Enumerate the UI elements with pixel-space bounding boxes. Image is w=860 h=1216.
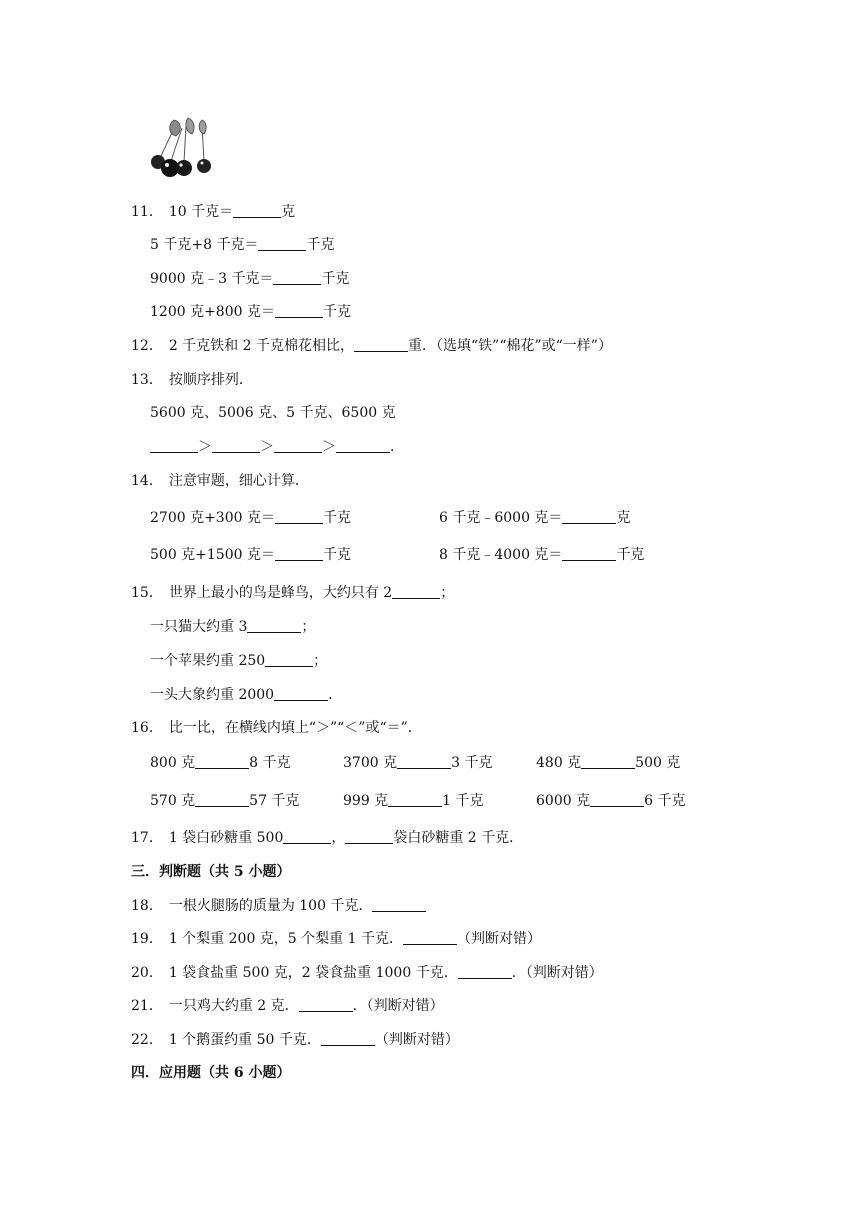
question-14 bbox=[131, 471, 309, 491]
compare-left: 3700 克 bbox=[343, 755, 398, 771]
answer-blank[interactable] bbox=[590, 792, 644, 807]
question-text: 5 千克+8 千克＝ bbox=[150, 237, 259, 253]
compare-right: 3 千克 bbox=[451, 755, 493, 771]
question-text: 世界上最小的鸟是蜂鸟，大约只有 2 bbox=[168, 585, 393, 601]
answer-blank[interactable] bbox=[458, 964, 512, 979]
answer-blank[interactable] bbox=[150, 438, 198, 453]
greater-than-sign: ＞ bbox=[260, 439, 274, 455]
q11-line-2 bbox=[150, 235, 334, 255]
q14-r1-right bbox=[439, 508, 630, 528]
compare-left: 480 克 bbox=[536, 755, 582, 771]
question-number: 13． bbox=[131, 372, 163, 388]
question-text: 10 千克＝ bbox=[168, 204, 234, 220]
question-19 bbox=[131, 929, 541, 949]
unit-text: 克 bbox=[616, 510, 631, 526]
question-text: （判断对错） bbox=[374, 1032, 459, 1048]
answer-blank[interactable] bbox=[392, 584, 440, 599]
cherries-icon bbox=[146, 110, 226, 190]
unit-text: 千克 bbox=[322, 510, 351, 526]
answer-blank[interactable] bbox=[403, 930, 457, 945]
greater-than-sign: ＞ bbox=[198, 439, 212, 455]
question-text: （判断对错） bbox=[456, 931, 541, 947]
answer-blank[interactable] bbox=[397, 754, 451, 769]
question-number: 11． bbox=[131, 204, 163, 220]
question-16 bbox=[131, 718, 422, 738]
punctuation: ； bbox=[440, 585, 455, 601]
q16-r1-c3 bbox=[536, 753, 680, 773]
answer-blank[interactable] bbox=[273, 270, 321, 285]
q13-answer-line bbox=[150, 437, 404, 457]
question-18 bbox=[131, 896, 426, 916]
answer-blank[interactable] bbox=[247, 618, 301, 633]
question-text: 一只鸡大约重 2 克． bbox=[168, 998, 299, 1014]
question-text: 9000 克﹣3 千克＝ bbox=[150, 271, 274, 287]
question-20 bbox=[131, 963, 603, 983]
answer-blank[interactable] bbox=[283, 829, 331, 844]
answer-blank[interactable] bbox=[299, 997, 353, 1012]
question-text: ．（判断对错） bbox=[511, 965, 603, 981]
q16-r1-c2 bbox=[343, 753, 492, 773]
question-number: 15． bbox=[131, 585, 163, 601]
question-number: 12． bbox=[131, 338, 163, 354]
answer-blank[interactable] bbox=[233, 203, 281, 218]
q13-items: 5600 克、5006 克、5 千克、6500 克 bbox=[150, 405, 396, 421]
question-text: 2700 克+300 克＝ bbox=[150, 510, 275, 526]
question-number: 20． bbox=[131, 965, 163, 981]
question-11 bbox=[131, 202, 295, 222]
unit-text: 千克 bbox=[322, 304, 351, 320]
answer-blank[interactable] bbox=[354, 337, 408, 352]
q16-r2-c1 bbox=[150, 791, 299, 811]
question-15 bbox=[131, 583, 454, 603]
q16-r1-c1 bbox=[150, 753, 291, 773]
question-text: 1 袋食盐重 500 克，2 袋食盐重 1000 千克． bbox=[168, 965, 458, 981]
compare-right: 57 千克 bbox=[249, 793, 300, 809]
q11-line-3 bbox=[150, 269, 349, 289]
question-22 bbox=[131, 1030, 459, 1050]
answer-blank[interactable] bbox=[336, 438, 390, 453]
compare-left: 6000 克 bbox=[536, 793, 591, 809]
question-text: 重．（选填“铁”“棉花”或“一样”） bbox=[408, 338, 612, 354]
answer-blank[interactable] bbox=[581, 754, 635, 769]
compare-right: 1 千克 bbox=[442, 793, 484, 809]
q16-r2-c3 bbox=[536, 791, 685, 811]
punctuation: ， bbox=[331, 830, 346, 846]
question-text: 2 千克铁和 2 千克棉花相比， bbox=[168, 338, 354, 354]
section-heading-4: 四．应用题（共 6 小题） bbox=[131, 1065, 291, 1081]
compare-left: 800 克 bbox=[150, 755, 196, 771]
question-text: 1 个鹅蛋约重 50 千克． bbox=[168, 1032, 321, 1048]
unit-text: 千克 bbox=[616, 547, 645, 563]
answer-blank[interactable] bbox=[265, 652, 313, 667]
question-text: 注意审题，细心计算． bbox=[168, 473, 309, 489]
compare-left: 999 克 bbox=[343, 793, 389, 809]
punctuation: ； bbox=[313, 653, 328, 669]
answer-blank[interactable] bbox=[275, 303, 323, 318]
question-13 bbox=[131, 370, 253, 390]
question-text: 按顺序排列． bbox=[168, 372, 253, 388]
answer-blank[interactable] bbox=[562, 509, 616, 524]
compare-right: 6 千克 bbox=[644, 793, 686, 809]
answer-blank[interactable] bbox=[562, 546, 616, 561]
answer-blank[interactable] bbox=[195, 792, 249, 807]
question-17 bbox=[131, 828, 523, 848]
q15-line-3 bbox=[150, 651, 327, 671]
q14-r2-left bbox=[150, 545, 351, 565]
question-text: 1 个梨重 200 克，5 个梨重 1 千克． bbox=[168, 931, 403, 947]
question-number: 14． bbox=[131, 473, 163, 489]
question-text: 500 克+1500 克＝ bbox=[150, 547, 275, 563]
question-text: 6 千克﹣6000 克＝ bbox=[439, 510, 563, 526]
question-text: 一头大象约重 2000 bbox=[150, 687, 275, 703]
question-number: 17． bbox=[131, 830, 163, 846]
answer-blank[interactable] bbox=[372, 897, 426, 912]
answer-blank[interactable] bbox=[275, 546, 323, 561]
question-number: 18． bbox=[131, 898, 163, 914]
question-text: 比一比，在横线内填上“＞”“＜”或“＝”． bbox=[168, 720, 422, 736]
question-text: ．（判断对错） bbox=[352, 998, 444, 1014]
question-text: 一根火腿肠的质量为 100 千克． bbox=[168, 898, 373, 914]
answer-blank[interactable] bbox=[274, 686, 328, 701]
answer-blank[interactable] bbox=[345, 829, 393, 844]
question-number: 16． bbox=[131, 720, 163, 736]
question-text: 一只猫大约重 3 bbox=[150, 619, 248, 635]
compare-left: 570 克 bbox=[150, 793, 196, 809]
question-12 bbox=[131, 336, 612, 356]
answer-blank[interactable] bbox=[388, 792, 442, 807]
question-number: 19． bbox=[131, 931, 163, 947]
unit-text: 千克 bbox=[321, 271, 350, 287]
question-number: 22． bbox=[131, 1032, 163, 1048]
answer-blank[interactable] bbox=[321, 1031, 375, 1046]
compare-right: 8 千克 bbox=[249, 755, 291, 771]
question-21 bbox=[131, 996, 444, 1016]
unit-text: 千克 bbox=[306, 237, 335, 253]
question-text: 8 千克﹣4000 克＝ bbox=[439, 547, 563, 563]
answer-blank[interactable] bbox=[274, 438, 322, 453]
greater-than-sign: ＞ bbox=[322, 439, 336, 455]
q15-line-2 bbox=[150, 617, 315, 637]
unit-text: 千克 bbox=[322, 547, 351, 563]
answer-blank[interactable] bbox=[275, 509, 323, 524]
question-text: 1200 克+800 克＝ bbox=[150, 304, 275, 320]
question-text: 1 袋白砂糖重 500 bbox=[168, 830, 284, 846]
punctuation: ； bbox=[301, 619, 316, 635]
unit-text: 克 bbox=[281, 204, 296, 220]
q14-r1-left bbox=[150, 508, 351, 528]
q16-r2-c2 bbox=[343, 791, 484, 811]
section-heading-3: 三．判断题（共 5 小题） bbox=[131, 864, 291, 880]
punctuation: ． bbox=[328, 687, 343, 703]
answer-blank[interactable] bbox=[258, 236, 306, 251]
compare-right: 500 克 bbox=[635, 755, 681, 771]
q14-r2-right bbox=[439, 545, 644, 565]
q11-line-4 bbox=[150, 302, 351, 322]
answer-blank[interactable] bbox=[195, 754, 249, 769]
question-text: 一个苹果约重 250 bbox=[150, 653, 266, 669]
q15-line-4 bbox=[150, 685, 342, 705]
answer-blank[interactable] bbox=[212, 438, 260, 453]
period: ． bbox=[390, 439, 404, 455]
question-text: 袋白砂糖重 2 千克． bbox=[393, 830, 524, 846]
question-number: 21． bbox=[131, 998, 163, 1014]
